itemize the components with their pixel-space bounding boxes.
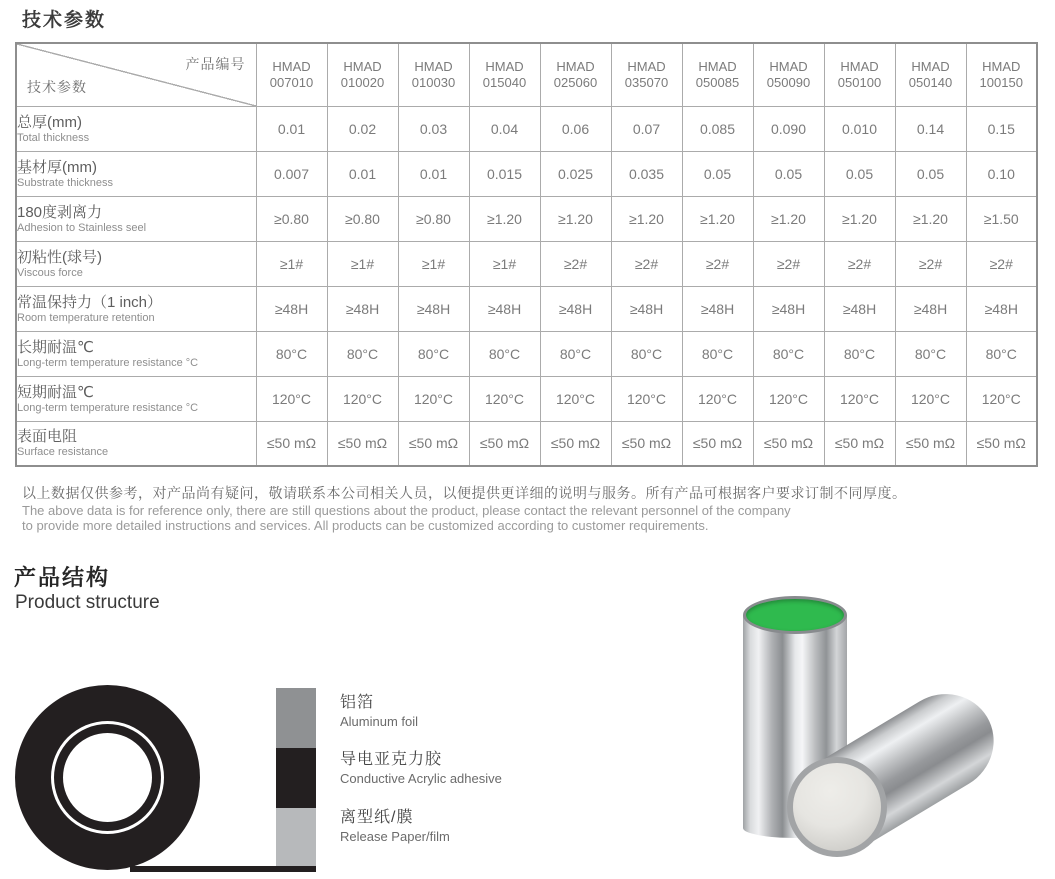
column-model: HMAD	[840, 58, 879, 74]
column-code: 015040	[482, 74, 527, 90]
table-cell: ≤50 mΩ	[469, 421, 540, 466]
disclaimer-en-line1: The above data is for reference only, there are still questions about the product, please contact the relevant personnel of the company	[22, 503, 791, 518]
row-label-zh: 总厚(mm)	[17, 113, 82, 131]
table-cell: ≥1#	[469, 241, 540, 286]
table-cell: ≥48H	[398, 286, 469, 331]
column-header	[256, 43, 327, 106]
table-cell: 120°C	[753, 376, 824, 421]
column-header	[398, 43, 469, 106]
table-cell: ≥48H	[895, 286, 966, 331]
table-cell: 0.007	[256, 151, 327, 196]
table-cell: 120°C	[611, 376, 682, 421]
row-label	[16, 241, 256, 286]
table-cell: 0.035	[611, 151, 682, 196]
table-cell: 80°C	[966, 331, 1037, 376]
row-label-zh: 基材厚(mm)	[17, 158, 97, 176]
corner-label-tech-params: 技术参数	[27, 78, 87, 95]
row-label	[16, 151, 256, 196]
disclaimer-zh: 以上数据仅供参考，对产品尚有疑问，敬请联系本公司相关人员，以便提供更详细的说明与服务。所有产品可根据客户要求订制不同厚度。	[22, 485, 907, 501]
layer-label-group	[340, 693, 418, 730]
table-cell: 120°C	[398, 376, 469, 421]
table-cell: 80°C	[398, 331, 469, 376]
table-cell: ≥2#	[682, 241, 753, 286]
table-cell: ≥1.50	[966, 196, 1037, 241]
table-cell: 120°C	[327, 376, 398, 421]
table-cell: 120°C	[824, 376, 895, 421]
table-cell: 0.01	[327, 151, 398, 196]
column-code: 035070	[624, 74, 669, 90]
table-cell: ≥1.20	[540, 196, 611, 241]
table-cell: 0.04	[469, 106, 540, 151]
table-cell: 0.05	[824, 151, 895, 196]
row-label-zh: 常温保持力（1 inch）	[17, 293, 163, 311]
column-code: 050090	[766, 74, 811, 90]
table-cell: ≥48H	[966, 286, 1037, 331]
roll-vertical-green-cap	[743, 596, 847, 634]
table-cell: 0.085	[682, 106, 753, 151]
column-header	[540, 43, 611, 106]
layer-block	[276, 688, 316, 748]
table-cell: ≥1#	[256, 241, 327, 286]
table-row	[16, 106, 1037, 151]
table-cell: 0.15	[966, 106, 1037, 151]
column-model: HMAD	[556, 58, 595, 74]
table-cell: ≥48H	[327, 286, 398, 331]
column-header	[469, 43, 540, 106]
table-cell: 80°C	[753, 331, 824, 376]
table-cell: 80°C	[327, 331, 398, 376]
column-code: 050100	[837, 74, 882, 90]
layer-label-zh: 导电亚克力胶	[340, 751, 443, 768]
layer-label-en: Release Paper/film	[340, 829, 450, 844]
table-cell: 80°C	[540, 331, 611, 376]
table-corner-cell	[16, 43, 256, 106]
table-row	[16, 421, 1037, 466]
table-cell: ≤50 mΩ	[753, 421, 824, 466]
table-cell: 0.02	[327, 106, 398, 151]
table-cell: ≥0.80	[256, 196, 327, 241]
column-code: 025060	[553, 74, 598, 90]
table-cell: 0.07	[611, 106, 682, 151]
table-cell: 0.01	[398, 151, 469, 196]
table-header-row	[16, 43, 1037, 106]
column-model: HMAD	[343, 58, 382, 74]
table-cell: 0.05	[753, 151, 824, 196]
table-cell: ≥0.80	[327, 196, 398, 241]
row-label-en: Room temperature retention	[17, 311, 155, 324]
table-cell: ≥0.80	[398, 196, 469, 241]
table-cell: 80°C	[824, 331, 895, 376]
layer-labels	[340, 688, 600, 868]
table-cell: 0.14	[895, 106, 966, 151]
disclaimer-en-line2: to provide more detailed instructions and services. All products can be customized according to customer requirements.	[22, 517, 709, 533]
tape-strip	[130, 866, 316, 872]
table-cell: 80°C	[895, 331, 966, 376]
column-header	[682, 43, 753, 106]
table-cell: ≥48H	[256, 286, 327, 331]
row-label-en: Surface resistance	[17, 446, 109, 459]
table-cell: ≤50 mΩ	[398, 421, 469, 466]
table-row	[16, 196, 1037, 241]
layer-label-zh: 离型纸/膜	[340, 809, 414, 826]
technical-parameters-title: 技术参数	[22, 10, 107, 31]
corner-label-product-number: 产品编号	[185, 56, 246, 72]
row-label	[16, 286, 256, 331]
row-label-en: Long-term temperature resistance °C	[17, 401, 199, 414]
table-cell: 0.090	[753, 106, 824, 151]
table-row	[16, 286, 1037, 331]
table-cell: ≥1#	[398, 241, 469, 286]
table-cell: ≤50 mΩ	[966, 421, 1037, 466]
column-code: 050140	[908, 74, 953, 90]
table-cell: ≥1.20	[895, 196, 966, 241]
layer-label-group	[340, 808, 450, 845]
table-cell: 80°C	[611, 331, 682, 376]
row-label-en: Substrate thickness	[17, 176, 113, 189]
row-label	[16, 106, 256, 151]
disclaimer-en	[22, 504, 791, 533]
table-cell: ≥2#	[753, 241, 824, 286]
table-cell: ≤50 mΩ	[256, 421, 327, 466]
column-header	[824, 43, 895, 106]
column-code: 010020	[340, 74, 385, 90]
layer-block	[276, 808, 316, 866]
column-code: 050085	[695, 74, 740, 90]
row-label	[16, 421, 256, 466]
table-cell: ≥48H	[682, 286, 753, 331]
column-header	[895, 43, 966, 106]
table-cell: ≤50 mΩ	[682, 421, 753, 466]
table-cell: ≥48H	[753, 286, 824, 331]
column-code: 010030	[411, 74, 456, 90]
table-cell: ≥1.20	[611, 196, 682, 241]
table-cell: 0.015	[469, 151, 540, 196]
column-header	[611, 43, 682, 106]
row-label-en: Viscous force	[17, 266, 83, 279]
column-model: HMAD	[769, 58, 808, 74]
table-cell: 120°C	[540, 376, 611, 421]
table-cell: ≥2#	[824, 241, 895, 286]
table-cell: 80°C	[256, 331, 327, 376]
row-label-zh: 180度剥离力	[17, 203, 103, 221]
roll-tilted-core-face	[787, 757, 887, 857]
row-label-en: Long-term temperature resistance °C	[17, 356, 199, 369]
product-structure-title-en: Product structure	[15, 592, 160, 613]
row-label-zh: 表面电阻	[17, 428, 78, 446]
row-label-zh: 初粘性(球号)	[17, 248, 102, 266]
layer-label-en: Aluminum foil	[340, 714, 419, 729]
column-header	[966, 43, 1037, 106]
column-code: 007010	[269, 74, 314, 90]
tape-roll-core-hole	[63, 733, 152, 822]
layer-stack	[276, 688, 316, 866]
table-cell: 0.010	[824, 106, 895, 151]
column-model: HMAD	[698, 58, 737, 74]
table-cell: ≥48H	[824, 286, 895, 331]
layer-label-zh: 铝箔	[340, 694, 375, 711]
table-cell: ≤50 mΩ	[895, 421, 966, 466]
table-row	[16, 151, 1037, 196]
table-cell: ≥2#	[966, 241, 1037, 286]
table-cell: ≤50 mΩ	[824, 421, 895, 466]
table-cell: 120°C	[895, 376, 966, 421]
column-model: HMAD	[414, 58, 453, 74]
table-cell: 0.10	[966, 151, 1037, 196]
row-label-zh: 长期耐温℃	[17, 338, 94, 356]
table-cell: ≥2#	[895, 241, 966, 286]
table-cell: ≥1.20	[824, 196, 895, 241]
table-cell: ≥1#	[327, 241, 398, 286]
table-cell: ≥1.20	[469, 196, 540, 241]
column-header	[327, 43, 398, 106]
row-label	[16, 331, 256, 376]
table-cell: 0.06	[540, 106, 611, 151]
column-model: HMAD	[911, 58, 950, 74]
tape-roll-diagram	[15, 685, 200, 870]
table-cell: ≥48H	[611, 286, 682, 331]
product-structure-title-zh: 产品结构	[14, 565, 111, 590]
row-label-en: Total thickness	[17, 131, 90, 144]
table-cell: 0.025	[540, 151, 611, 196]
table-cell: ≥1.20	[753, 196, 824, 241]
row-label-en: Adhesion to Stainless seel	[17, 221, 147, 234]
table-cell: ≥48H	[469, 286, 540, 331]
layer-label-en: Conductive Acrylic adhesive	[340, 771, 502, 786]
table-cell: 0.01	[256, 106, 327, 151]
column-model: HMAD	[627, 58, 666, 74]
table-cell: 0.03	[398, 106, 469, 151]
table-cell: ≥1.20	[682, 196, 753, 241]
table-cell: ≥2#	[540, 241, 611, 286]
column-model: HMAD	[485, 58, 524, 74]
column-header	[753, 43, 824, 106]
table-cell: 0.05	[895, 151, 966, 196]
table-row	[16, 376, 1037, 421]
row-label	[16, 196, 256, 241]
table-cell: ≤50 mΩ	[540, 421, 611, 466]
table-cell: 120°C	[469, 376, 540, 421]
table-row	[16, 331, 1037, 376]
spec-table	[15, 42, 1038, 467]
table-cell: ≤50 mΩ	[611, 421, 682, 466]
row-label-zh: 短期耐温℃	[17, 383, 94, 401]
layer-block	[276, 748, 316, 808]
row-label	[16, 376, 256, 421]
table-cell: ≤50 mΩ	[327, 421, 398, 466]
table-cell: 120°C	[256, 376, 327, 421]
layer-label-group	[340, 750, 502, 787]
column-model: HMAD	[272, 58, 311, 74]
table-cell: 80°C	[682, 331, 753, 376]
column-code: 100150	[979, 74, 1023, 90]
column-model: HMAD	[982, 58, 1021, 74]
table-cell: 0.05	[682, 151, 753, 196]
table-cell: ≥2#	[611, 241, 682, 286]
table-cell: 120°C	[682, 376, 753, 421]
table-cell: 80°C	[469, 331, 540, 376]
table-row	[16, 241, 1037, 286]
table-cell: 120°C	[966, 376, 1037, 421]
table-cell: ≥48H	[540, 286, 611, 331]
product-photo	[660, 560, 1055, 879]
